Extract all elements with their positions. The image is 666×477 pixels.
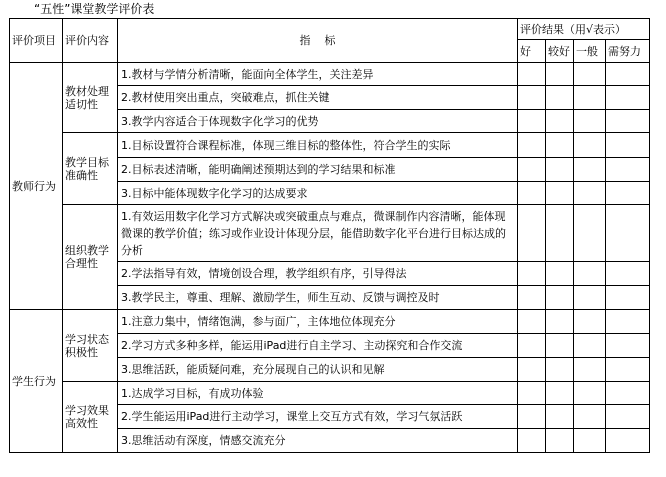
indicator-cell: 1.教材与学情分析清晰，能面向全体学生，关注差异 — [118, 63, 518, 86]
mark-cell-average[interactable] — [574, 110, 606, 133]
mark-cell-fairly-good[interactable] — [546, 182, 574, 205]
mark-cell-average[interactable] — [574, 334, 606, 358]
mark-cell-fairly-good[interactable] — [546, 86, 574, 110]
mark-cell-needs-effort[interactable] — [606, 429, 650, 453]
mark-cell-good[interactable] — [518, 86, 546, 110]
mark-cell-good[interactable] — [518, 429, 546, 453]
mark-cell-average[interactable] — [574, 86, 606, 110]
indicator-cell: 2.教材使用突出重点，突破难点，抓住关键 — [118, 86, 518, 110]
mark-cell-good[interactable] — [518, 310, 546, 334]
grade-average: 一般 — [574, 40, 606, 63]
mark-cell-needs-effort[interactable] — [606, 286, 650, 310]
mark-cell-good[interactable] — [518, 158, 546, 182]
mark-cell-average[interactable] — [574, 286, 606, 310]
indicator-cell: 2.目标表述清晰，能明确阐述预期达到的学习结果和标准 — [118, 158, 518, 182]
header-row — [10, 19, 650, 40]
mark-cell-average[interactable] — [574, 262, 606, 286]
mark-cell-good[interactable] — [518, 405, 546, 429]
table-row — [10, 133, 650, 158]
mark-cell-needs-effort[interactable] — [606, 334, 650, 358]
header-indicator: 指 标 — [118, 19, 518, 63]
indicator-cell: 1.目标设置符合课程标准，体现三维目标的整体性，符合学生的实际 — [118, 133, 518, 158]
mark-cell-average[interactable] — [574, 405, 606, 429]
mark-cell-fairly-good[interactable] — [546, 429, 574, 453]
mark-cell-average[interactable] — [574, 382, 606, 405]
mark-cell-needs-effort[interactable] — [606, 182, 650, 205]
evaluation-table — [9, 18, 650, 453]
content-material: 教材处理适切性 — [63, 63, 118, 133]
mark-cell-average[interactable] — [574, 429, 606, 453]
mark-cell-fairly-good[interactable] — [546, 133, 574, 158]
grade-fairly-good: 较好 — [546, 40, 574, 63]
item-teacher: 教师行为 — [10, 63, 63, 310]
mark-cell-fairly-good[interactable] — [546, 262, 574, 286]
mark-cell-needs-effort[interactable] — [606, 158, 650, 182]
indicator-cell: 1.注意力集中，情绪饱满，参与面广，主体地位体现充分 — [118, 310, 518, 334]
mark-cell-good[interactable] — [518, 262, 546, 286]
header-result: 评价结果（用√表示） — [518, 19, 650, 40]
mark-cell-needs-effort[interactable] — [606, 205, 650, 262]
mark-cell-needs-effort[interactable] — [606, 110, 650, 133]
mark-cell-good[interactable] — [518, 63, 546, 86]
mark-cell-fairly-good[interactable] — [546, 158, 574, 182]
content-learning-effect: 学习效果高效性 — [63, 382, 118, 453]
mark-cell-good[interactable] — [518, 182, 546, 205]
mark-cell-fairly-good[interactable] — [546, 334, 574, 358]
indicator-cell: 3.思维活动有深度，情感交流充分 — [118, 429, 518, 453]
mark-cell-good[interactable] — [518, 382, 546, 405]
mark-cell-good[interactable] — [518, 286, 546, 310]
mark-cell-needs-effort[interactable] — [606, 86, 650, 110]
indicator-cell: 1.有效运用数字化学习方式解决或突破重点与难点，微课制作内容清晰，能体现微课的教学价值；练习或作业设计体现分层，能借助数字化平台进行目标达成的分析 — [118, 205, 518, 262]
mark-cell-needs-effort[interactable] — [606, 382, 650, 405]
mark-cell-needs-effort[interactable] — [606, 63, 650, 86]
content-organization: 组织教学合理性 — [63, 205, 118, 310]
mark-cell-average[interactable] — [574, 358, 606, 382]
mark-cell-fairly-good[interactable] — [546, 358, 574, 382]
indicator-cell: 3.思维活跃，能质疑问难，充分展现自己的认识和见解 — [118, 358, 518, 382]
form-title: “五性”课堂教学评价表 — [34, 2, 155, 16]
header-content: 评价内容 — [63, 19, 118, 63]
indicator-cell: 3.教学民主，尊重、理解、激励学生，师生互动、反馈与调控及时 — [118, 286, 518, 310]
mark-cell-fairly-good[interactable] — [546, 382, 574, 405]
mark-cell-fairly-good[interactable] — [546, 110, 574, 133]
indicator-cell: 1.达成学习目标，有成功体验 — [118, 382, 518, 405]
content-learning-state: 学习状态积极性 — [63, 310, 118, 382]
mark-cell-good[interactable] — [518, 110, 546, 133]
indicator-cell: 2.学习方式多种多样，能运用iPad进行自主学习、主动探究和合作交流 — [118, 334, 518, 358]
mark-cell-needs-effort[interactable] — [606, 358, 650, 382]
mark-cell-fairly-good[interactable] — [546, 310, 574, 334]
mark-cell-good[interactable] — [518, 133, 546, 158]
grade-good: 好 — [518, 40, 546, 63]
table-row — [10, 205, 650, 262]
mark-cell-needs-effort[interactable] — [606, 133, 650, 158]
table-row — [10, 382, 650, 405]
mark-cell-good[interactable] — [518, 334, 546, 358]
mark-cell-needs-effort[interactable] — [606, 405, 650, 429]
mark-cell-fairly-good[interactable] — [546, 405, 574, 429]
indicator-cell: 3.目标中能体现数字化学习的达成要求 — [118, 182, 518, 205]
mark-cell-average[interactable] — [574, 133, 606, 158]
indicator-cell: 2.学生能运用iPad进行主动学习，课堂上交互方式有效，学习气氛活跃 — [118, 405, 518, 429]
mark-cell-fairly-good[interactable] — [546, 286, 574, 310]
mark-cell-average[interactable] — [574, 158, 606, 182]
grade-needs-effort: 需努力 — [606, 40, 650, 63]
indicator-cell: 2.学法指导有效，情境创设合理，教学组织有序，引导得法 — [118, 262, 518, 286]
mark-cell-needs-effort[interactable] — [606, 262, 650, 286]
mark-cell-fairly-good[interactable] — [546, 205, 574, 262]
indicator-cell: 3.教学内容适合于体现数字化学习的优势 — [118, 110, 518, 133]
mark-cell-needs-effort[interactable] — [606, 310, 650, 334]
mark-cell-average[interactable] — [574, 63, 606, 86]
item-student: 学生行为 — [10, 310, 63, 453]
mark-cell-good[interactable] — [518, 205, 546, 262]
header-item: 评价项目 — [10, 19, 63, 63]
table-row — [10, 310, 650, 334]
mark-cell-average[interactable] — [574, 205, 606, 262]
mark-cell-average[interactable] — [574, 310, 606, 334]
mark-cell-fairly-good[interactable] — [546, 63, 574, 86]
mark-cell-good[interactable] — [518, 358, 546, 382]
mark-cell-average[interactable] — [574, 182, 606, 205]
content-objectives: 教学目标准确性 — [63, 133, 118, 205]
table-row — [10, 63, 650, 86]
